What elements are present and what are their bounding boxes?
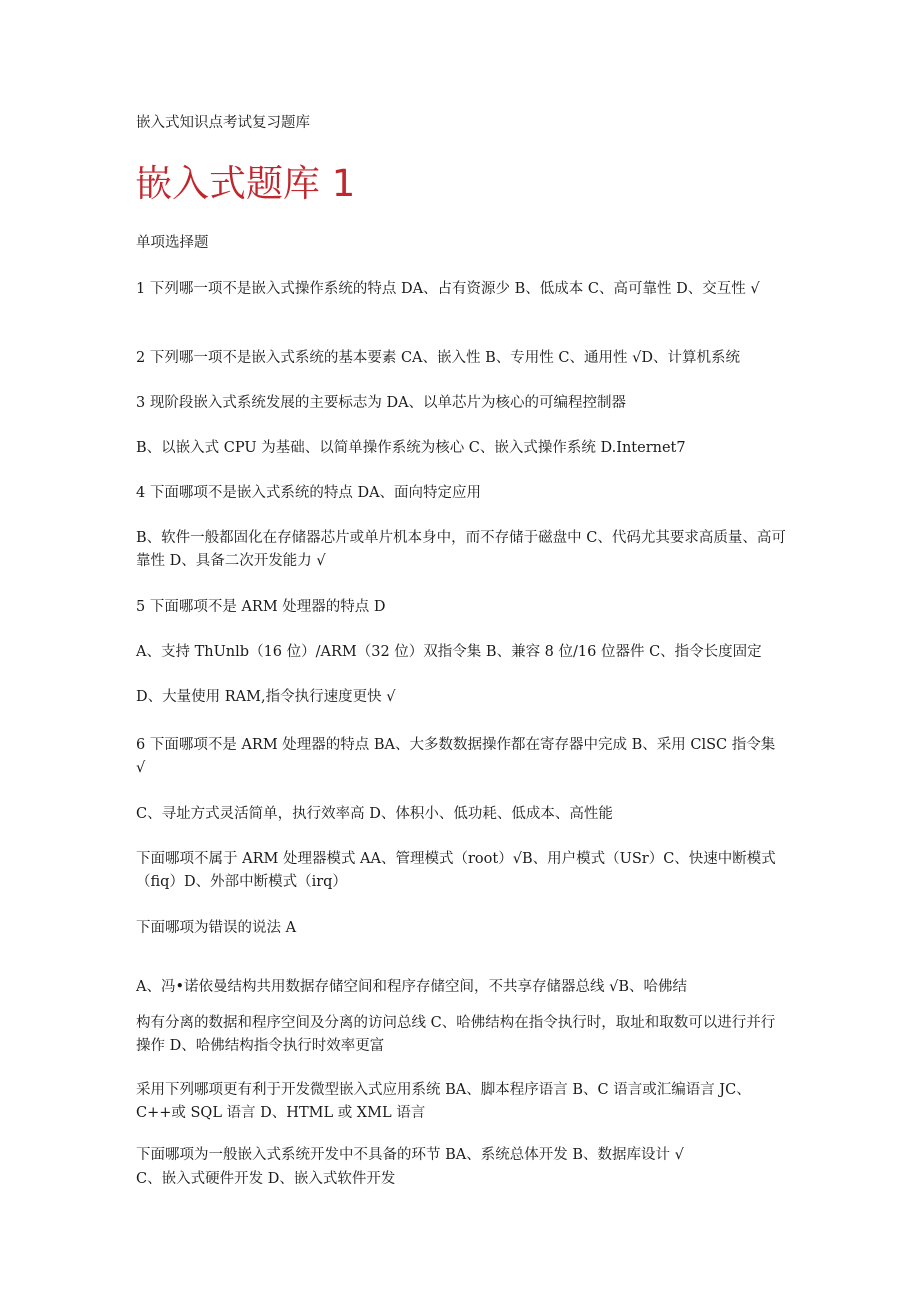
- section-heading: 单项选择题: [136, 235, 209, 251]
- question-2: 2 下列哪一项不是嵌入式系统的基本要素 CA、嵌入性 B、专用性 C、通用性 √D、计算机系统: [136, 350, 740, 366]
- question-4-options: B、软件一般都固化在存储器芯片或单片机本身中，而不存储于磁盘中 C、代码尤其要求高质量、高可靠性 D、具备二次开发能力 √: [136, 530, 786, 569]
- question-5-options: A、支持 ThUnlb（16 位）/ARM（32 位）双指令集 B、兼容 8 位/16 位器件 C、指令长度固定: [136, 644, 762, 660]
- page-title: 嵌入式题库 1: [135, 162, 356, 205]
- question-10-options: C、嵌入式硬件开发 D、嵌入式软件开发: [136, 1171, 396, 1187]
- question-8-options: A、冯•诺依曼结构共用数据存储空间和程序存储空间，不共享存储器总线 √B、哈佛结: [136, 979, 688, 995]
- question-9: 采用下列哪项更有利于开发微型嵌入式应用系统 BA、脚本程序语言 B、C 语言或汇编语言 JC、C++或 SQL 语言 D、HTML 或 XML 语言: [136, 1082, 751, 1121]
- question-5-stem: 5 下面哪项不是 ARM 处理器的特点 D: [136, 599, 386, 615]
- question-3-options: B、以嵌入式 CPU 为基础、以简单操作系统为核心 C、嵌入式操作系统 D.Internet7: [136, 440, 686, 456]
- question-4-stem: 4 下面哪项不是嵌入式系统的特点 DA、面向特定应用: [136, 485, 482, 501]
- question-10-stem: 下面哪项为一般嵌入式系统开发中不具备的环节 BA、系统总体开发 B、数据库设计 √: [136, 1147, 684, 1163]
- question-6-options: C、寻址方式灵活简单，执行效率高 D、体积小、低功耗、低成本、高性能: [136, 806, 613, 822]
- question-3-stem: 3 现阶段嵌入式系统发展的主要标志为 DA、以单芯片为核心的可编程控制器: [136, 395, 627, 411]
- document-header: 嵌入式知识点考试复习题库: [136, 115, 310, 131]
- question-6: 6 下面哪项不是 ARM 处理器的特点 BA、大多数数据操作都在寄存器中完成 B、采用 ClSC 指令集 √: [136, 737, 776, 776]
- question-8-stem: 下面哪项为错误的说法 A: [136, 920, 297, 936]
- question-7: 下面哪项不属于 ARM 处理器模式 AA、管理模式（root）√B、用户模式（USr）C、快速中断模式（fiq）D、外部中断模式（irq）: [136, 851, 776, 890]
- question-5-option-d: D、大量使用 RAM,指令执行速度更快 √: [136, 689, 396, 705]
- question-8-options-continued: 构有分离的数据和程序空间及分离的访问总线 C、哈佛结构在指令执行时，取址和取数可以进行并行操作 D、哈佛结构指令执行时效率更富: [136, 1015, 776, 1054]
- question-1: 1 下列哪一项不是嵌入式操作系统的特点 DA、占有资源少 B、低成本 C、高可靠性 D、交互性 √: [136, 281, 760, 297]
